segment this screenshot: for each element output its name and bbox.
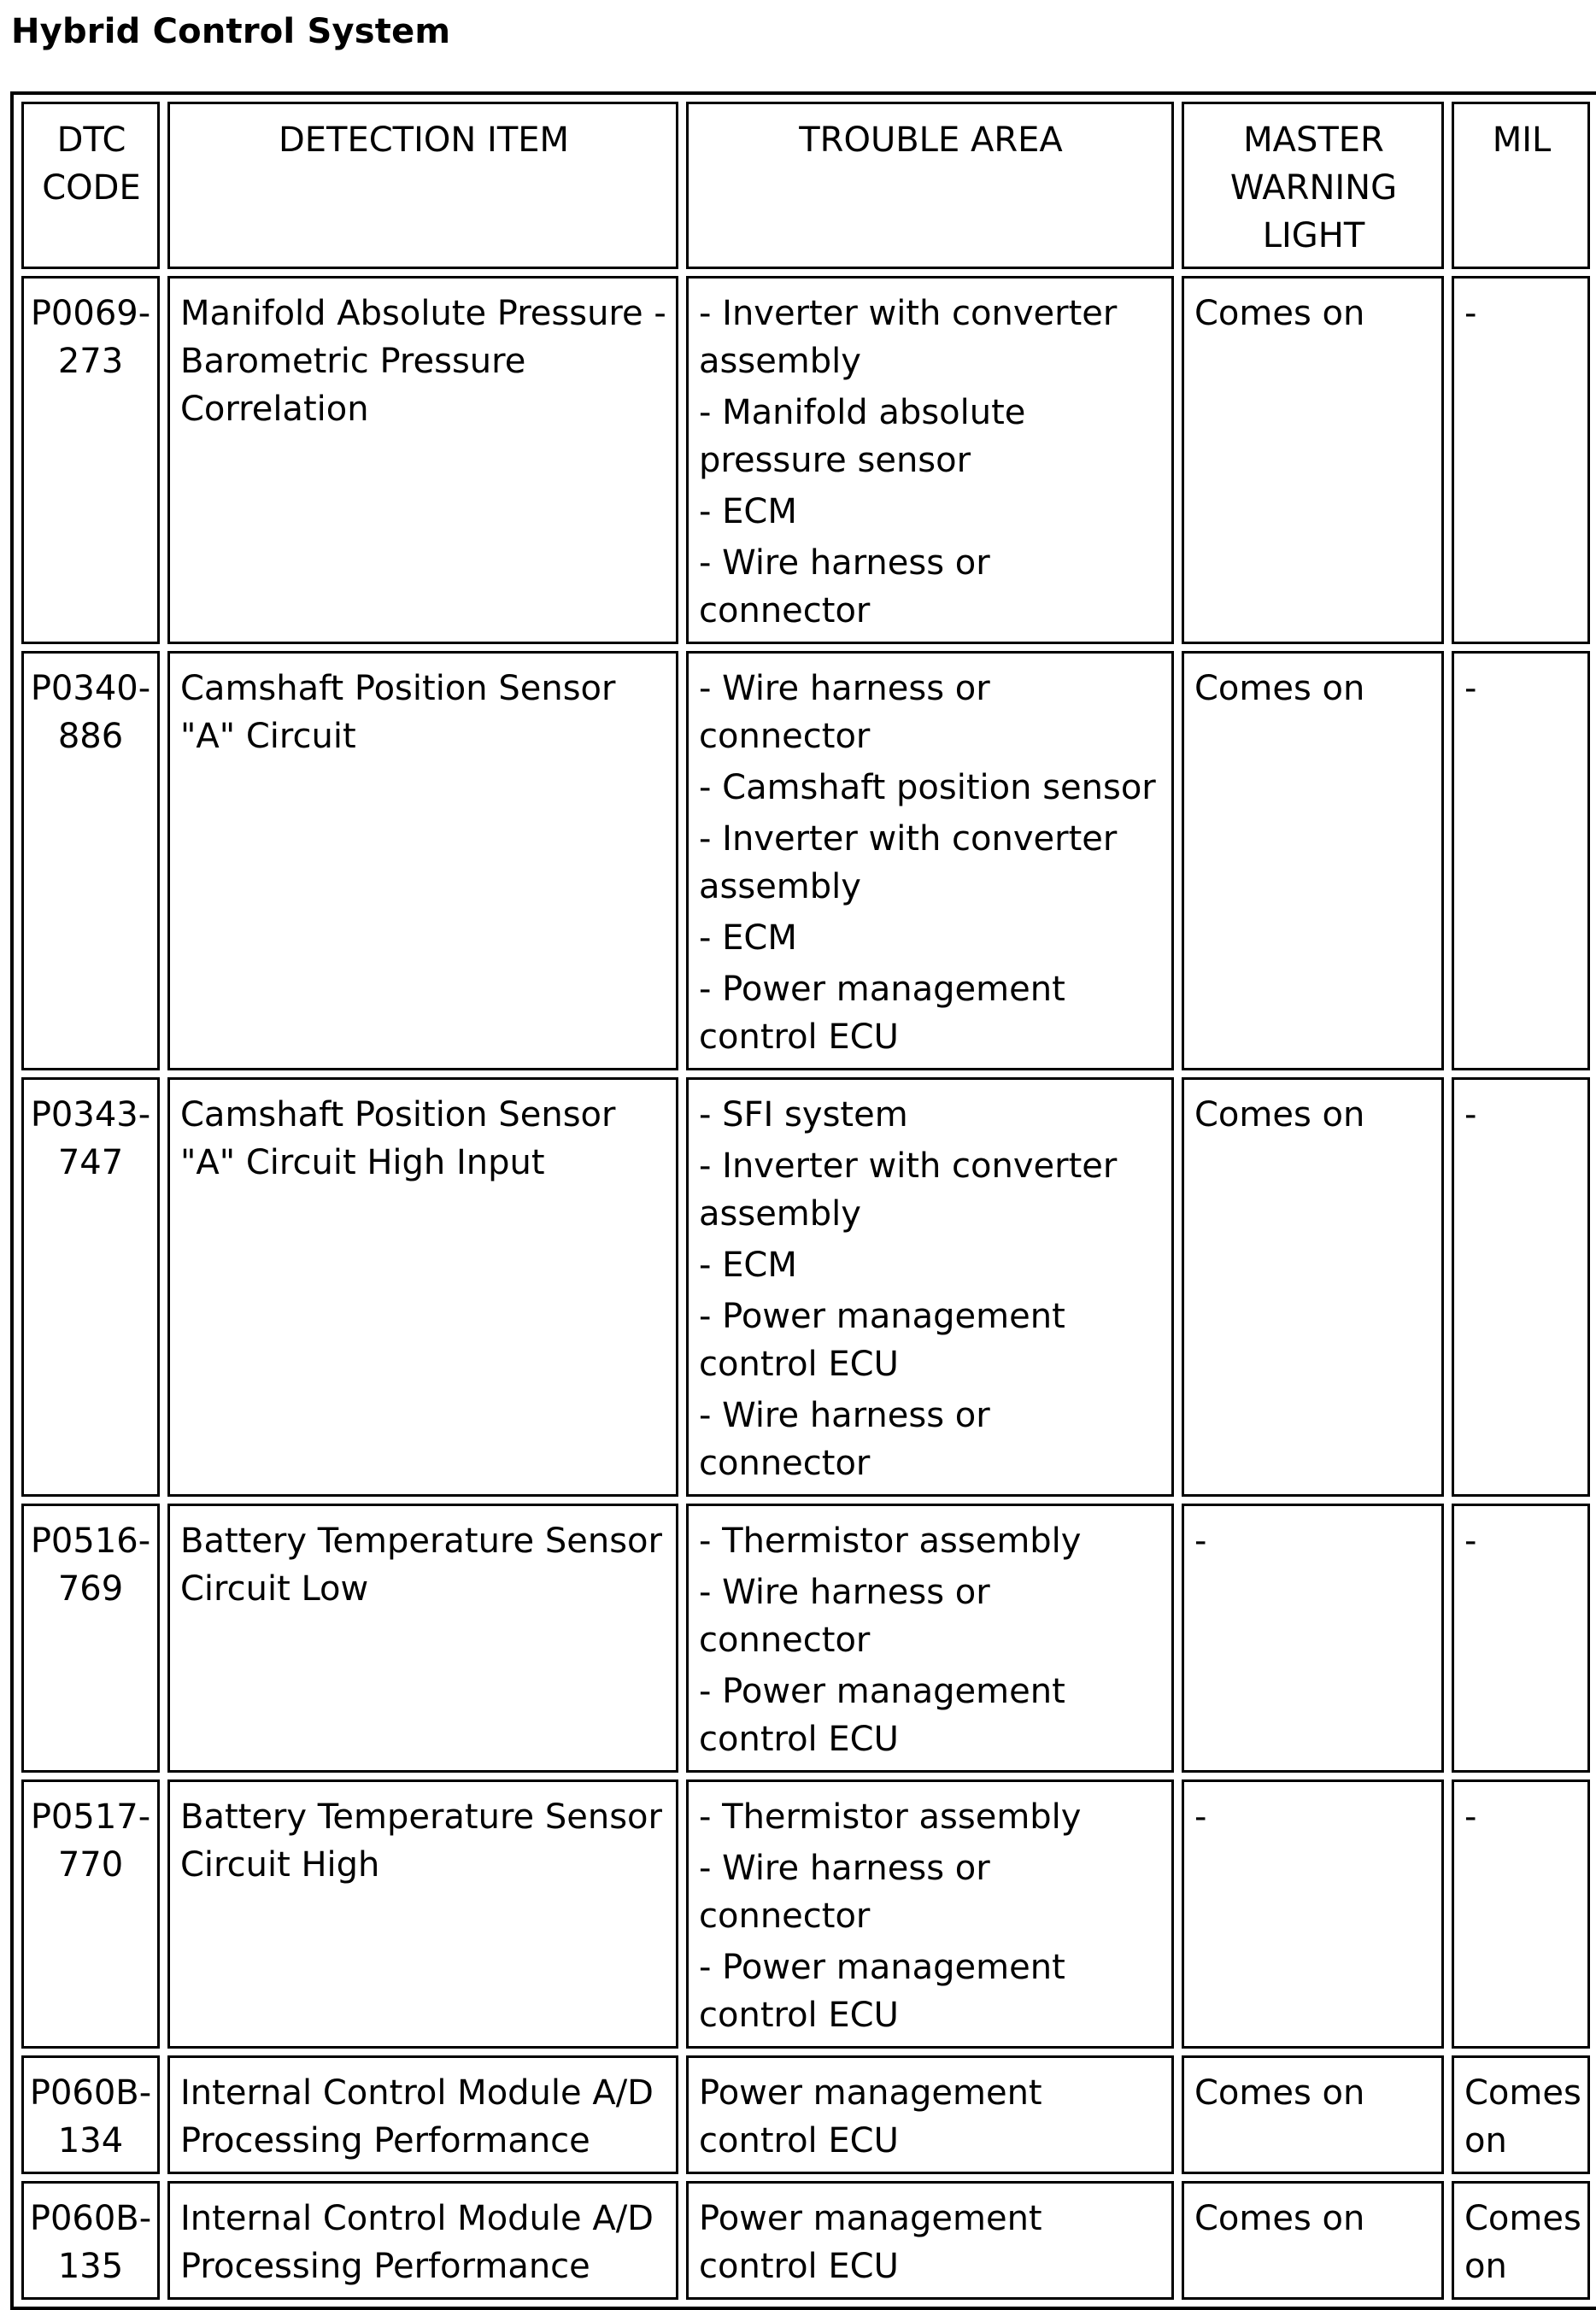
trouble-area-cell [686, 1504, 1174, 1773]
trouble-area-line: - Power management control ECU [699, 1297, 1065, 1384]
table-row [21, 651, 1596, 1070]
trouble-area-line: - SFI system [699, 1095, 908, 1134]
trouble-area-line: - Wire harness or connector [699, 1849, 990, 1936]
trouble-area-line: - Thermistor assembly [699, 1521, 1082, 1561]
trouble-area-cell [686, 2181, 1174, 2300]
trouble-area-line: - Manifold absolute pressure sensor [699, 393, 1026, 480]
mil-cell: - [1452, 1077, 1590, 1497]
header-master-warning-light: MASTER WARNING LIGHT [1182, 102, 1444, 269]
trouble-area-cell [686, 2055, 1174, 2174]
table-row [21, 1077, 1596, 1497]
dtc-code-cell: P0340-886 [21, 651, 160, 1070]
trouble-area-line: - Wire harness or connector [699, 669, 990, 756]
trouble-area-line: - Wire harness or connector [699, 1396, 990, 1483]
trouble-area-line: - Power management control ECU [699, 970, 1065, 1057]
trouble-area-line: - Power management control ECU [699, 1672, 1065, 1759]
mil-cell: - [1452, 276, 1590, 644]
trouble-area-cell [686, 651, 1174, 1070]
detection-item-cell: Battery Temperature Sensor Circuit Low [167, 1504, 678, 1773]
master-warning-light-cell: - [1182, 1504, 1444, 1773]
table-header-row [21, 102, 1596, 269]
dtc-code-cell: P0516-769 [21, 1504, 160, 1773]
trouble-area-cell [686, 276, 1174, 644]
detection-item-cell: Battery Temperature Sensor Circuit High [167, 1779, 678, 2049]
page-title: Hybrid Control System [11, 12, 451, 51]
dtc-table [10, 91, 1596, 2310]
trouble-area-line: - ECM [699, 1246, 797, 1285]
header-dtc-code: DTC CODE [21, 102, 160, 269]
table-body [21, 276, 1596, 2300]
trouble-area-line: - Thermistor assembly [699, 1797, 1082, 1837]
detection-item-cell: Internal Control Module A/D Processing Performance [167, 2055, 678, 2174]
trouble-area-line: - Power management control ECU [699, 1948, 1065, 2035]
trouble-area-line: Power management control ECU [699, 2199, 1042, 2286]
detection-item-cell: Camshaft Position Sensor "A" Circuit [167, 651, 678, 1070]
detection-item-cell: Manifold Absolute Pressure - Barometric Pressure Correlation [167, 276, 678, 644]
trouble-area-line: - ECM [699, 492, 797, 531]
dtc-code-cell: P0343-747 [21, 1077, 160, 1497]
mil-cell: - [1452, 1779, 1590, 2049]
trouble-area-cell [686, 1779, 1174, 2049]
master-warning-light-cell: Comes on [1182, 276, 1444, 644]
trouble-area-line: - ECM [699, 918, 797, 958]
trouble-area-cell [686, 1077, 1174, 1497]
table-row [21, 2181, 1596, 2300]
mil-cell: - [1452, 1504, 1590, 1773]
dtc-code-cell: P0517-770 [21, 1779, 160, 2049]
dtc-code-cell: P060B-135 [21, 2181, 160, 2300]
detection-item-cell: Internal Control Module A/D Processing Performance [167, 2181, 678, 2300]
master-warning-light-cell: Comes on [1182, 1077, 1444, 1497]
header-trouble-area: TROUBLE AREA [686, 102, 1174, 269]
master-warning-light-cell: Comes on [1182, 651, 1444, 1070]
trouble-area-line: Power management control ECU [699, 2073, 1042, 2160]
dtc-code-cell: P0069-273 [21, 276, 160, 644]
master-warning-light-cell: Comes on [1182, 2181, 1444, 2300]
table-row [21, 1504, 1596, 1773]
mil-cell: Comes on [1452, 2181, 1590, 2300]
mil-cell: Comes on [1452, 2055, 1590, 2174]
table-row [21, 2055, 1596, 2174]
master-warning-light-cell: - [1182, 1779, 1444, 2049]
trouble-area-line: - Wire harness or connector [699, 1573, 990, 1660]
trouble-area-line: - Camshaft position sensor [699, 768, 1156, 807]
table-row [21, 276, 1596, 644]
trouble-area-line: - Inverter with converter assembly [699, 1146, 1118, 1234]
trouble-area-line: - Inverter with converter assembly [699, 819, 1118, 906]
dtc-code-cell: P060B-134 [21, 2055, 160, 2174]
trouble-area-line: - Inverter with converter assembly [699, 294, 1118, 381]
detection-item-cell: Camshaft Position Sensor "A" Circuit High Input [167, 1077, 678, 1497]
header-detection-item: DETECTION ITEM [167, 102, 678, 269]
mil-cell: - [1452, 651, 1590, 1070]
header-mil: MIL [1452, 102, 1590, 269]
trouble-area-line: - Wire harness or connector [699, 543, 990, 630]
table-row [21, 1779, 1596, 2049]
master-warning-light-cell: Comes on [1182, 2055, 1444, 2174]
